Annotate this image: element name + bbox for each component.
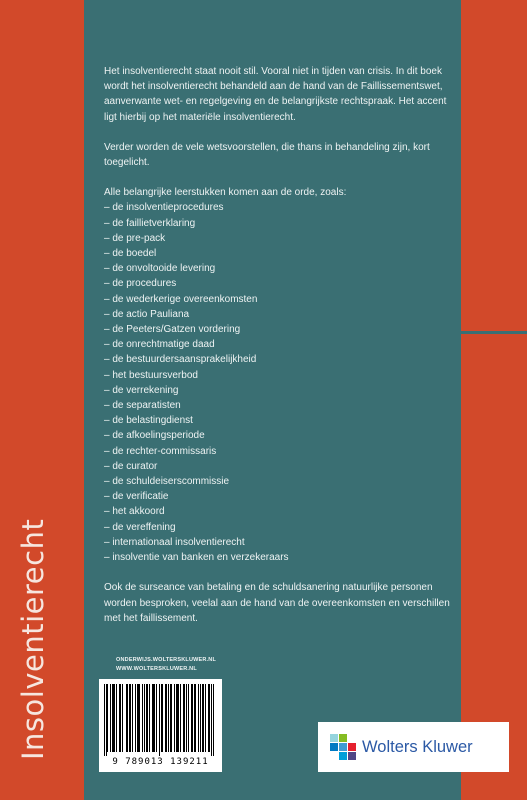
wolters-kluwer-logo-icon [330,734,356,760]
barcode-bar [129,684,130,752]
barcode-bar [202,684,203,752]
barcode-bar [152,684,153,752]
isbn-barcode [99,679,222,772]
barcode-bar [147,684,148,752]
barcode-bar [159,684,160,756]
barcode-bar [146,684,147,752]
topic-item: – de belastingdienst [104,415,193,427]
topic-item: – internationaal insolventierecht [104,536,245,548]
barcode-bar [184,684,185,752]
barcode-bar [165,684,166,752]
barcode-bar [113,684,114,752]
topic-item: – de actio Pauliana [104,308,190,320]
back-cover-blurb [104,64,456,641]
blurb-paragraph-2: Verder worden de vele wetsvoorstellen, die thans in behandeling zijn, kort toegelicht. [104,141,430,169]
barcode-bar [107,684,108,752]
topic-item: – de procedures [104,278,177,290]
barcode-bar [114,684,115,752]
barcode-bar [132,684,133,752]
url-onderwijs: ONDERWIJS.WOLTERSKLUWER.NL [116,657,217,663]
barcode-bar [188,684,189,752]
barcode-bar [112,684,113,752]
barcode-bar [139,684,140,752]
topic-item: – de rechter-commissaris [104,445,217,457]
barcode-bar [142,684,143,752]
barcode-bar [180,684,181,752]
barcode-bar [104,684,105,756]
topic-item: – de vereffening [104,521,176,533]
barcode-bar [200,684,201,752]
topic-item: – de pre-pack [104,232,166,244]
barcode-bar [209,684,210,752]
barcode-bar [161,684,162,752]
topic-item: – de boedel [104,248,157,260]
topics-list [104,200,456,565]
right-cover-strip-top [461,0,527,333]
barcode-bar [170,684,171,752]
topic-item: – de onrechtmatige daad [104,339,215,351]
blurb-paragraph-1: Het insolventierecht staat nooit stil. Vooral niet in tijden van crisis. In dit boek wordt het insolventierecht behandeld aan de hand van de Faillissementswet, aanverwante wet- en regelgeving en de belangrijkste rechtspraak. Het accent ligt hierbij op het materiële insolventierecht. [104,66,447,123]
topic-item: – insolventie van banken en verzekeraars [104,552,289,564]
barcode-bar [156,684,157,752]
barcode-bars [104,684,217,756]
barcode-bar [162,684,163,752]
barcode-bar [211,684,212,756]
barcode-bar [135,684,136,752]
topic-item: – de bestuurdersaansprakelijkheid [104,354,257,366]
barcode-bar [183,684,184,752]
barcode-bar [106,684,107,756]
barcode-bar [130,684,131,752]
barcode-bar [192,684,193,752]
barcode-bar [171,684,172,752]
url-www: WWW.WOLTERSKLUWER.NL [116,666,197,672]
publisher-logo-box [318,722,509,772]
blurb-paragraph-3: Ook de surseance van betaling en de schuldsanering natuurlijke personen worden besproken, veelal aan de hand van de overeenkomsten en verschillen met het faillissement. [104,582,450,624]
barcode-bar [203,684,204,752]
topic-item: – de verrekening [104,384,179,396]
barcode-bar [177,684,178,752]
barcode-bar [174,684,175,752]
barcode-bar [126,684,127,752]
topic-item: – het akkoord [104,506,165,518]
barcode-bar [195,684,196,752]
barcode-bar [178,684,179,752]
barcode-bar [213,684,214,756]
barcode-bar [153,684,154,752]
publisher-name: Wolters Kluwer [362,738,473,756]
topic-item: – de wederkerige overeenkomsten [104,293,258,305]
topic-item: – de faillietverklaring [104,217,196,229]
topic-item: – de schuldeiserscommissie [104,476,230,488]
barcode-bar [119,684,120,752]
barcode-bar [127,684,128,752]
topic-item: – het bestuursverbod [104,369,198,381]
topic-item: – de verificatie [104,491,169,503]
barcode-bar [191,684,192,752]
barcode-bar [154,684,155,752]
topic-item: – de afkoelingsperiode [104,430,205,442]
barcode-bar [138,684,139,752]
barcode-bar [168,684,169,752]
barcode-bar [186,684,187,752]
barcode-bar [122,684,123,752]
barcode-bar [120,684,121,752]
website-urls [116,656,216,674]
topics-intro: Alle belangrijke leerstukken komen aan de orde, zoals: [104,187,347,199]
barcode-bar [149,684,150,752]
barcode-bar [110,684,111,752]
barcode-bar [137,684,138,752]
barcode-bar [205,684,206,752]
barcode-bar [194,684,195,752]
barcode-bar [176,684,177,752]
topic-item: – de Peeters/Gatzen vordering [104,324,241,336]
barcode-bar [208,684,209,752]
strip-divider [461,331,527,334]
spine-title: Insolventierecht [16,518,50,760]
topic-item: – de separatisten [104,400,181,412]
barcode-bar [144,684,145,752]
topic-item: – de curator [104,460,158,472]
barcode-bar [166,684,167,752]
topic-item: – de insolventieprocedures [104,202,224,214]
barcode-bar [116,684,117,752]
barcode-bar [198,684,199,752]
left-cover-strip [0,0,84,800]
isbn-number: 9 789013 139211 [112,757,209,767]
topic-item: – de onvoltooide levering [104,263,216,275]
